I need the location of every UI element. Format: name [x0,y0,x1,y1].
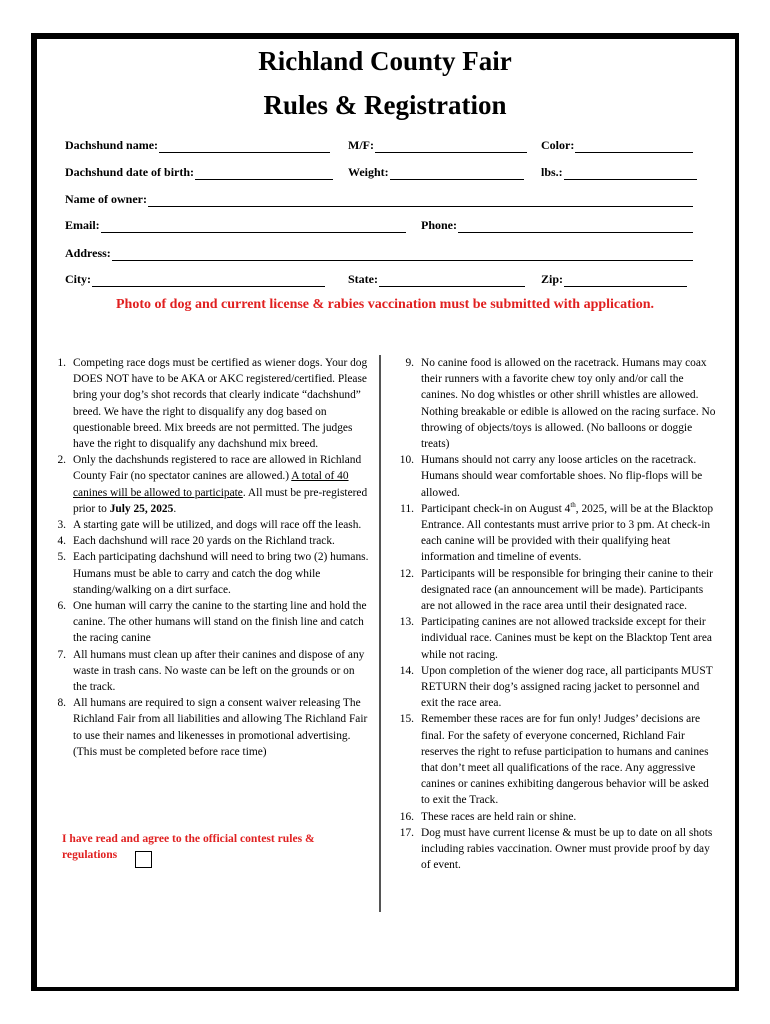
address-input[interactable] [112,247,693,261]
state-input[interactable] [379,273,525,287]
photo-notice: Photo of dog and current license & rabies vaccination must be submitted with application. [116,297,654,312]
phone-input[interactable] [458,219,693,233]
color-input[interactable] [575,139,693,153]
rule-text-part: All humans must clean up after their canines and dispose of any waste in trash cans. No waste can be left on the grounds or on the track. [73,648,365,694]
rule-text-part: A starting gate will be utilized, and dogs will race off the leash. [73,519,362,532]
rule-text [73,598,371,647]
email-field[interactable] [65,217,406,233]
phone-label: Phone: [421,218,457,232]
lbs-field[interactable] [541,164,697,180]
rule-text [73,452,371,517]
weight-field[interactable] [348,164,524,180]
rule-text-part: . [173,502,177,515]
rule-number: 6. [57,600,66,613]
rule-text-part: Competing race dogs must be certified as wiener dogs. Your dog DOES NOT have to be AKA or AKC registered/certified. Please bring your dog’s shot records that clearly indicate “dachshund” breed. We have the right to disqualify any dog based on questionable breed. Mix breeds are not permitted. The judges have the right to disqualify any dachshund mix breed. [73,357,368,451]
owner-field[interactable] [65,191,693,207]
rule-text-part: Upon completion of the wiener dog race, all participants MUST RETURN their dog’s assigned racing jacket to personnel and exit the race area. [421,664,713,710]
rule-item [46,598,371,647]
rule-item [394,711,719,808]
owner-input[interactable] [148,193,693,207]
rule-item [46,647,371,696]
rule-item [394,452,719,501]
color-label: Color: [541,138,575,152]
zip-field[interactable] [541,271,687,287]
weight-input[interactable] [390,166,524,180]
dob-field[interactable] [65,164,333,180]
dob-input[interactable] [195,166,333,180]
rule-text [73,647,371,696]
rule-number: 13. [399,616,414,629]
rule-item [46,355,371,452]
city-field[interactable] [65,271,325,287]
rule-text [421,614,719,663]
rule-text-part: Humans should not carry any loose articles on the racetrack. Humans should wear comfortable shoes. No flip-flops will be allowed. [421,454,703,499]
column-divider [379,355,381,912]
dob-label: Dachshund date of birth: [65,165,195,179]
rule-text [73,549,371,598]
rules-right-column [394,355,719,874]
rule-item [394,663,719,712]
weight-label: Weight: [348,165,389,179]
rule-number: 8. [57,697,66,710]
rule-item [46,695,371,760]
rule-item [394,501,719,566]
rule-item [394,809,719,825]
dachshund-name-field[interactable] [65,137,330,153]
mf-field[interactable] [348,137,527,153]
state-label: State: [348,272,378,286]
page-title: Richland County Fair [258,46,512,76]
rule-number: 15. [399,713,414,726]
page-subtitle: Rules & Registration [263,90,507,120]
rule-number: 17. [399,826,414,839]
rule-number: 4. [57,535,66,548]
rule-item [394,355,719,452]
rule-text-part: Participant check-in on August 4 [421,502,571,515]
rule-text [73,355,371,452]
rule-text-part: th [570,501,576,510]
rule-text-part: Remember these races are for fun only! Judges’ decisions are final. For the safety of everyone concerned, Richland Fair reserves the right to refuse participation to humans and canines that don’t meet all qualifications of the race. Any aggressive canines or canines exhibiting dangerous behavior will be asked to exit the Track. [421,713,709,807]
rule-item [394,614,719,663]
rule-text [421,566,719,615]
city-input[interactable] [92,273,325,287]
rule-number: 3. [57,519,66,532]
rule-text [421,501,719,566]
city-label: City: [65,272,91,286]
rule-text-part: One human will carry the canine to the starting line and hold the canine. The other humans will stand on the finish line and catch the racing canine [73,600,367,645]
rules-left-column [46,355,371,760]
owner-label: Name of owner: [65,192,147,206]
rule-number: 1. [57,357,66,369]
mf-label: M/F: [348,138,374,152]
rule-number: 16. [399,810,414,823]
rule-item [46,517,371,533]
phone-field[interactable] [421,217,693,233]
state-field[interactable] [348,271,525,287]
address-field[interactable] [65,245,693,261]
rule-item [46,549,371,598]
rule-text [73,533,371,549]
rule-text [421,825,719,874]
rule-text-part: Each participating dachshund will need to bring two (2) humans. Humans must be able to carry and catch the dog while standing/walking on a dirt surface. [73,551,369,596]
rule-text-part: July 25, 2025 [109,502,174,515]
rule-text-part: Participants will be responsible for bringing their canine to their designated race (an announcement will be made). Participants are not allowed in the race area until their designated race. [421,567,713,613]
rule-text-part: A total of 40 canines will be allowed to participate [73,470,349,499]
dachshund-name-input[interactable] [159,139,330,153]
email-label: Email: [65,218,100,232]
rule-item [46,533,371,549]
rule-item [394,825,719,874]
rule-number: 12. [399,567,414,580]
rule-number: 9. [405,357,414,369]
email-input[interactable] [101,219,406,233]
rule-number: 2. [57,454,66,467]
rule-text [421,663,719,712]
rule-text [421,452,719,501]
rule-item [394,566,719,615]
color-field[interactable] [541,137,693,153]
rule-number: 10. [399,454,414,467]
rule-text-part: Only the dachshunds registered to race are allowed in Richland County Fair (no spectator canines are allowed.) [73,454,362,483]
rule-text-part: Each dachshund will race 20 yards on the Richland track. [73,535,335,548]
rule-text-part: Participating canines are not allowed trackside except for their individual race. Canines must be kept on the Blacktop Tent area while not racing. [421,616,712,661]
rule-text [73,695,371,760]
rule-number: 5. [57,551,66,564]
rule-item [46,452,371,517]
rule-text-part: , 2025, will be at the Blacktop Entrance. All contestants must arrive prior to 3 pm. At check-in each canine will be provided with their qualifying heat information and timeline of events. [421,502,714,564]
rule-number: 11. [400,502,414,515]
rule-text-part: These races are held rain or shine. [421,810,577,823]
lbs-input[interactable] [564,166,697,180]
rule-text [421,809,719,825]
rule-number: 14. [399,664,414,677]
dachshund-name-label: Dachshund name: [65,138,159,152]
rule-text-part: . All must be pre-registered prior to [73,486,368,515]
agreement-checkbox[interactable] [135,851,152,868]
zip-input[interactable] [564,273,687,287]
rule-text [421,711,719,808]
agreement-text: I have read and agree to the official contest rules & regulations [62,832,315,861]
lbs-label: lbs.: [541,165,563,179]
rule-text [421,355,719,452]
mf-input[interactable] [375,139,527,153]
zip-label: Zip: [541,272,564,286]
address-label: Address: [65,246,111,260]
rule-text-part: All humans are required to sign a consent waiver releasing The Richland Fair from all liabilities and allowing The Richland Fair to use their names and likenesses in promotional advertising. (This must be completed before race time) [73,697,368,758]
rule-number: 7. [57,648,66,661]
rule-text-part: No canine food is allowed on the racetrack. Humans may coax their runners with a favorite chew toy only and/or call the canines. No dog whistles or other shrill whistles are allowed. Nothing breakable or edible is allowed on the racing surface. No throwing of objects/toys is allowed. (No balloons or doggie treats) [421,357,716,451]
rule-text [73,517,371,533]
rule-text-part: Dog must have current license & must be up to date on all shots including rabies vaccination. Owner must provide proof by day of event. [421,826,713,872]
